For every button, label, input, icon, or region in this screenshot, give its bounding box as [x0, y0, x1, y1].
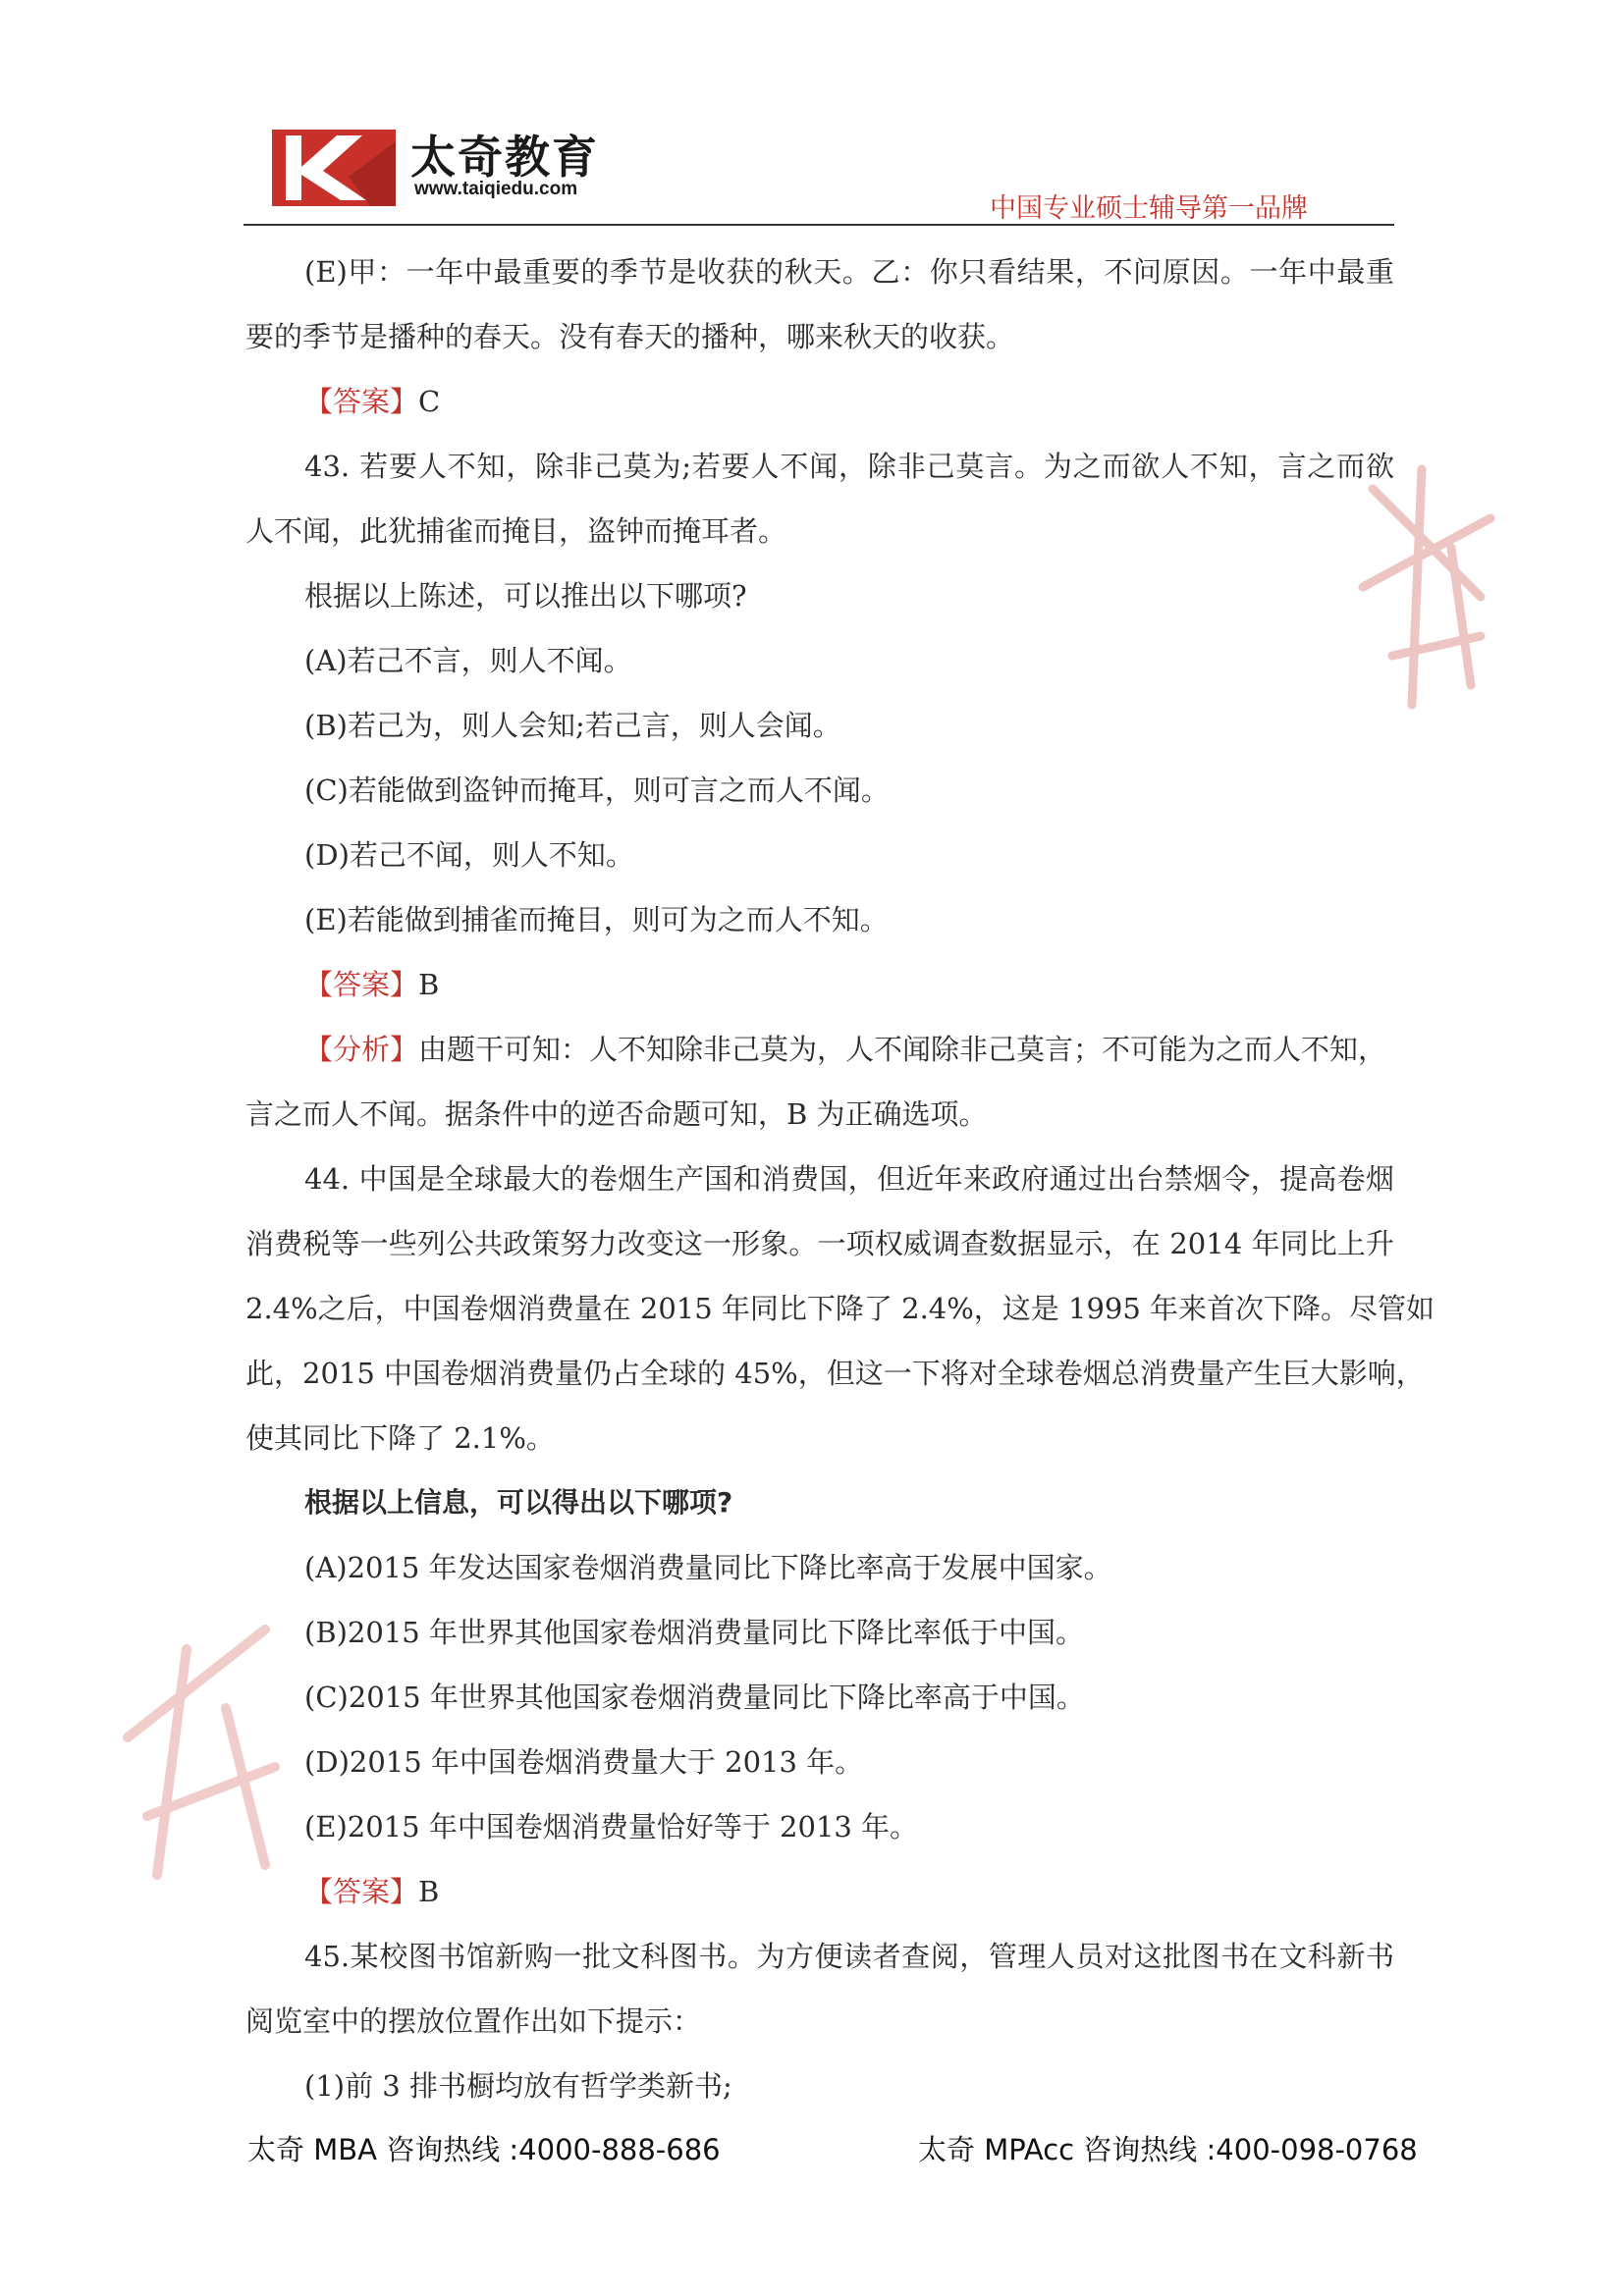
brand-logo-icon [272, 130, 396, 206]
watermark-stamp-icon [118, 1590, 285, 1885]
q44-option-a: (A)2015 年发达国家卷烟消费量同比下降比率高于发展中国家。 [304, 1551, 1112, 1584]
q44-stem-line-2: 消费税等一些列公共政策努力改变这一形象。一项权威调查数据显示，在 2014 年同比上升 [245, 1227, 1394, 1260]
q42-option-e-line-2: 要的季节是播种的春天。没有春天的播种，哪来秋天的收获。 [245, 320, 1015, 353]
q44-answer [304, 1859, 439, 1924]
answer-tag: 【答案】 [304, 385, 419, 418]
footer-mba-hotline: 太奇 MBA 咨询热线 :4000-888-686 [247, 2133, 721, 2166]
q43-stem-line-2: 人不闻，此犹捕雀而掩目，盗钟而掩耳者。 [245, 514, 787, 548]
brand-slogan: 中国专业硕士辅导第一品牌 [990, 193, 1308, 224]
q45-stem-line-2: 阅览室中的摆放位置作出如下提示： [245, 2004, 702, 2038]
q44-option-b: (B)2015 年世界其他国家卷烟消费量同比下降比率低于中国。 [304, 1616, 1084, 1649]
q43-stem-line-1: 43. 若要人不知，除非己莫为;若要人不闻，除非己莫言。为之而欲人不知，言之而欲 [304, 450, 1394, 483]
answer-value: B [418, 968, 440, 1001]
answer-tag: 【答案】 [304, 968, 419, 1001]
q44-prompt: 根据以上信息，可以得出以下哪项? [304, 1486, 733, 1519]
q44-stem-line-3: 2.4%之后，中国卷烟消费量在 2015 年同比下降了 2.4%，这是 1995 年来首次下降。尽管如 [245, 1292, 1435, 1325]
brand-url: www.taiqiedu.com [414, 179, 578, 199]
analysis-tag: 【分析】 [304, 1033, 419, 1066]
q43-option-e: (E)若能做到捕雀而掩目，则可为之而人不知。 [304, 903, 889, 936]
analysis-text: 由题干可知：人不知除非己莫为，人不闻除非己莫言；不可能为之而人不知， [418, 1033, 1387, 1066]
header-divider [244, 224, 1394, 226]
answer-value: B [418, 1875, 440, 1908]
q43-option-d: (D)若己不闻，则人不知。 [304, 838, 634, 872]
brand-name: 太奇教育 [410, 131, 599, 184]
q44-option-c: (C)2015 年世界其他国家卷烟消费量同比下降比率高于中国。 [304, 1681, 1085, 1714]
q45-hint-1: (1)前 3 排书橱均放有哲学类新书; [304, 2069, 732, 2103]
q44-option-d: (D)2015 年中国卷烟消费量大于 2013 年。 [304, 1745, 864, 1779]
q43-option-b: (B)若己为，则人会知;若己言，则人会闻。 [304, 709, 841, 742]
q43-prompt: 根据以上陈述，可以推出以下哪项? [304, 579, 747, 613]
q44-stem-line-4: 此，2015 中国卷烟消费量仍占全球的 45%，但这一下将对全球卷烟总消费量产生巨大影响， [245, 1357, 1425, 1390]
answer-value: C [418, 385, 441, 418]
q42-option-e-line-1: (E)甲：一年中最重要的季节是收获的秋天。乙：你只看结果，不问原因。一年中最重 [304, 255, 1394, 289]
page-header [0, 0, 1624, 236]
q43-analysis-line-2: 言之而人不闻。据条件中的逆否命题可知，B 为正确选项。 [245, 1097, 988, 1131]
footer-mpacc-hotline: 太奇 MPAcc 咨询热线 :400-098-0768 [918, 2133, 1418, 2166]
q44-option-e: (E)2015 年中国卷烟消费量恰好等于 2013 年。 [304, 1810, 919, 1843]
answer-tag: 【答案】 [304, 1875, 419, 1908]
q43-option-c: (C)若能做到盗钟而掩耳，则可言之而人不闻。 [304, 774, 890, 807]
q44-stem-line-5: 使其同比下降了 2.1%。 [245, 1421, 555, 1455]
q43-analysis-line-1 [304, 1017, 1386, 1082]
q43-option-a: (A)若己不言，则人不闻。 [304, 644, 632, 677]
q42-answer [304, 369, 440, 434]
q45-stem-line-1: 45.某校图书馆新购一批文科图书。为方便读者查阅，管理人员对这批图书在文科新书 [304, 1940, 1394, 1973]
q43-answer [304, 952, 439, 1017]
q44-stem-line-1: 44. 中国是全球最大的卷烟生产国和消费国，但近年来政府通过出台禁烟令，提高卷烟 [304, 1162, 1394, 1196]
